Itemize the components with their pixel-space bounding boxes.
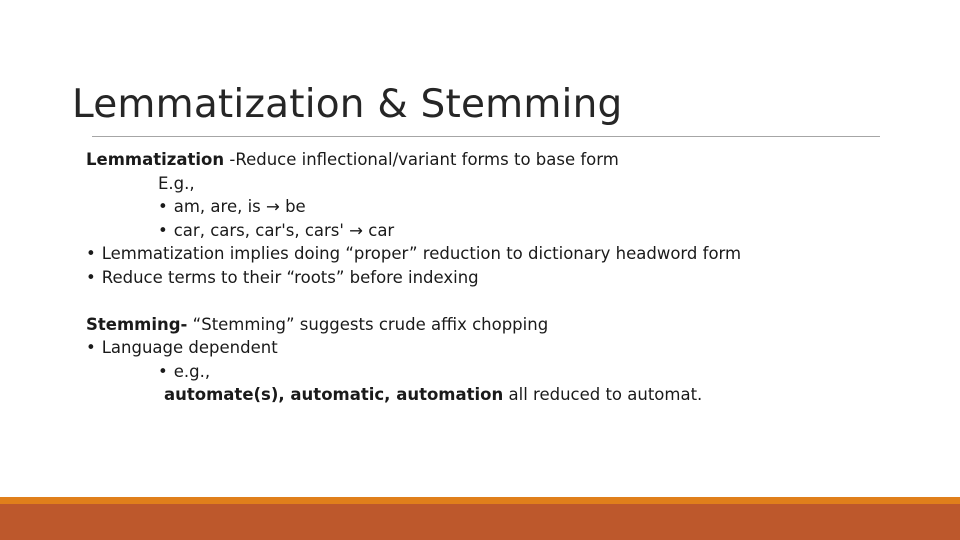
bullet-icon: • <box>158 220 168 240</box>
lemmatization-point-1: Lemmatization implies doing “proper” reduction to dictionary headword form <box>101 244 742 263</box>
footer-band <box>0 504 960 540</box>
stemming-example-rest: all reduced to automat. <box>503 385 703 404</box>
lemmatization-definition-text: -Reduce inflectional/variant forms to base form <box>224 150 619 169</box>
bullet-icon: • <box>158 361 168 381</box>
list-item <box>86 242 926 266</box>
footer-accent-stripe <box>0 497 960 504</box>
stemming-definition <box>86 313 926 337</box>
slide-body <box>86 148 926 407</box>
stemming-term: Stemming- <box>86 314 188 334</box>
bullet-icon: • <box>86 338 96 357</box>
stemming-point-1: Language dependent <box>101 338 278 357</box>
stemming-eg-label: e.g., <box>173 361 211 381</box>
list-item <box>86 219 926 243</box>
lemmatization-eg-label: E.g., <box>158 173 195 193</box>
bullet-icon: • <box>86 267 96 287</box>
list-item <box>86 266 926 290</box>
lemmatization-example-2: car, cars, car's, cars' → car <box>173 220 395 240</box>
stemming-example-bold: automate(s), automatic, automation <box>164 385 504 404</box>
list-item <box>86 195 926 219</box>
bullet-icon: • <box>86 244 96 263</box>
stemming-definition-text: “Stemming” suggests crude affix chopping <box>187 314 549 334</box>
stemming-example <box>86 383 926 407</box>
lemmatization-term: Lemmatization <box>86 150 225 169</box>
lemmatization-example-1: am, are, is → be <box>173 197 306 216</box>
lemmatization-point-2: Reduce terms to their “roots” before indexing <box>101 267 479 287</box>
list-item <box>86 336 926 360</box>
title-divider <box>92 136 880 137</box>
section-spacer <box>86 289 926 313</box>
list-item <box>86 360 926 384</box>
bullet-icon: • <box>158 197 168 216</box>
slide-title: Lemmatization & Stemming <box>72 82 623 127</box>
lemmatization-definition <box>86 148 926 172</box>
